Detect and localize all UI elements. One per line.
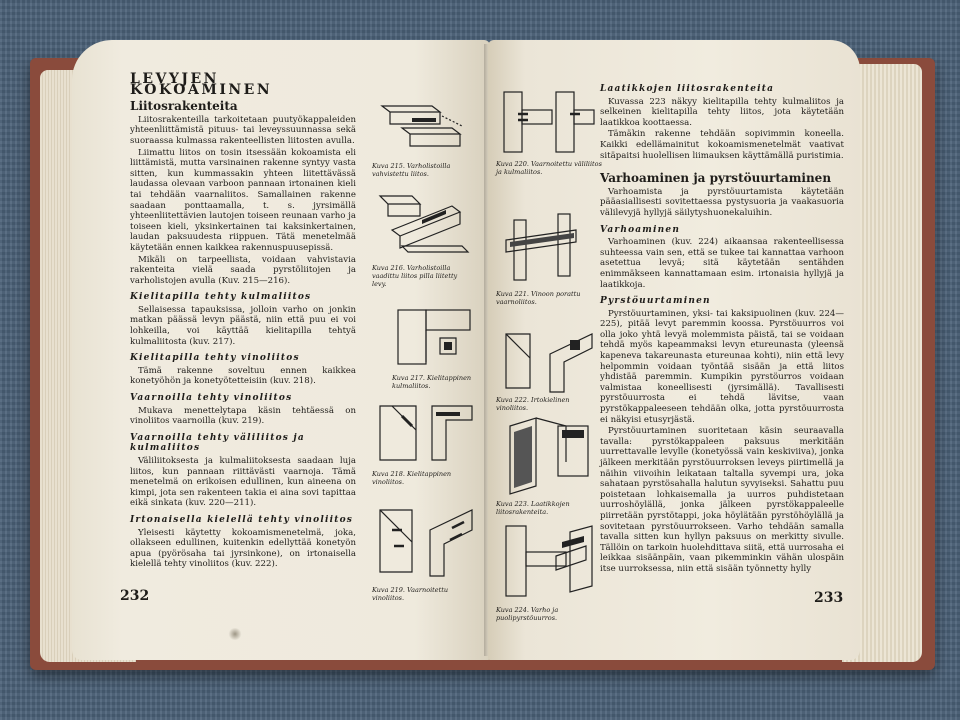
- figure-216: [372, 186, 472, 288]
- figure-224: [496, 516, 602, 622]
- figure-caption: Kuva 218. Kielitappinen vinoliitos.: [372, 470, 452, 486]
- subsection-heading: Vaarnoilla tehty vinoliitos: [130, 393, 293, 404]
- figure-215: [372, 98, 472, 178]
- subsection-heading: Vaarnoilla tehty väliliitos ja kulmaliitos: [130, 432, 305, 454]
- figure-222: [496, 324, 602, 412]
- left-page: [72, 40, 490, 660]
- right-page: [488, 40, 860, 660]
- joint-illustration: [372, 186, 472, 264]
- page-number: 232: [120, 588, 150, 604]
- subsection-heading: Irtonaisella kielellä tehty vinoliitos: [130, 514, 354, 525]
- figure-223: [496, 412, 602, 516]
- figure-caption: Kuva 217. Kielitappinen kulmaliitos.: [392, 374, 472, 390]
- joint-illustration: [496, 516, 602, 606]
- subsection-heading: Laatikkojen liitosrakenteita: [600, 84, 775, 94]
- figure-219: [372, 500, 482, 602]
- figure-caption: Kuva 219. Vaarnoitettu vinoliitos.: [372, 586, 449, 602]
- figure-218: [372, 396, 482, 486]
- joint-illustration: [496, 84, 602, 160]
- figure-caption: Kuva 222. Irtokielinen vinoliitos.: [496, 396, 570, 412]
- joint-illustration: [372, 500, 482, 586]
- chapter-heading: LEVYJEN KOKOAMINEN: [130, 71, 273, 98]
- joint-illustration: [496, 324, 602, 396]
- left-text-column: [130, 71, 356, 571]
- page-number: 233: [814, 590, 844, 606]
- figure-caption: Kuva 215. Varholistoilla vahvistettu liitos.: [372, 162, 451, 178]
- joint-illustration: [496, 200, 602, 290]
- joint-illustration: [372, 396, 482, 470]
- figure-caption: Kuva 216. Varholistoilla vaadittu liitos pilla liitetty levy.: [372, 264, 458, 288]
- figure-221: [496, 200, 602, 306]
- paragraph: Tämä rakenne soveltuu ennen kaikkea konetyöhön ja konetyötetteisiin (kuv. 218).: [130, 365, 356, 387]
- subsection-heading: Kielitapilla tehty vinoliitos: [130, 353, 300, 364]
- paragraph: Mukava menettelytapa käsin tehtäessä on vinoliitos vaarnoilla (kuv. 219).: [130, 405, 356, 427]
- figure-caption: Kuva 221. Vinoon porattu vaarnoliitos.: [496, 290, 581, 306]
- figure-217: [392, 302, 478, 390]
- paragraph: Liimattu liitos on tosin itsessään kokoamista eli liittämistä, mutta varsinainen rakenne syntyy vasta sitten, kun kummassakin yhteen liitettävässä laudassa olevaan varboon pannaan irtonainen kieli tai tehdään vaarnaliitos. Samallainen rakenne saadaan ponttaamalla, t. s. jyrsimällä yhteenliitettävien lautojen toiseen reunaan varho ja toiseen kieli, yksinkertainen tai kaksinkertainen, laudan paksuudesta riippuen. Tätä menetelmää käytetään ennen kaikkea rakennuspuusepissä.: [130, 147, 356, 253]
- subsection-heading: Varhoaminen: [600, 224, 681, 235]
- figure-caption: Kuva 223. Laatikkojen liitosrakenteita.: [496, 500, 570, 516]
- paragraph: Kuvassa 223 näkyy kielitapilla tehty kulmaliitos ja selkeinen kielitapilla tehty liitos, jota käytetään laatikkoa koottaessa.: [600, 96, 844, 128]
- paragraph: Tämäkin rakenne tehdään sopivimmin koneella. Kaikki edellämainitut kokoamismenetelmät vaativat sitäpaitsi huolellisen liimauksen käyttämällä puristimia.: [600, 129, 844, 161]
- paragraph: Liitosrakenteilla tarkoitetaan puutyökappaleiden yhteenliittämistä pituus- tai leveyssuunnassa sekä suoraassa kulmassa rakenteellisten liitosten avulla.: [130, 114, 356, 146]
- joint-illustration: [392, 302, 478, 374]
- paper-stain: [228, 628, 242, 640]
- paragraph: Sellaisessa tapauksissa, jolloin varho on jonkin matkan päässä levyn päästä, niin että puu ei voi lohkeilla, voi käyttää kielitapilla tehtyä kulmaliitosta (kuv. 217).: [130, 304, 356, 347]
- joint-illustration: [496, 412, 602, 500]
- subsection-heading: Pyrstöuurtaminen: [600, 296, 711, 307]
- section-heading: Varhoaminen ja pyrstöuurtaminen: [600, 171, 832, 186]
- paragraph: Pyrstöuurtaminen, yksi- tai kaksipuolinen (kuv. 224—225), pitää levyt paremmin koossa. Pyrstöuurros voi olla joko yhtä levyä molemmista päistä, tai se voidaan tehdä myös kapeammaksi levyn etureunasta (yleensä kapeneva takareunasta etureunaa kohti), niin että levy helpommin voidaan työntää sisään ja että liitos yhdistää paremmin. Kumpikin pyrstöurros voidaan valmistaa koneellisesti (jyrsimällä). Tavallisesti pyrstöuurrosta ei tehdä lävitse, vaan pyrstökappaleeseen tehdään olka, jotta pyrstöuurrosta ei näkyisi etusyrjästä.: [600, 308, 844, 425]
- joint-illustration: [372, 98, 472, 162]
- paragraph: Varhoamista ja pyrstöuurtamista käytetään pääasiallisesti sovitettaessa pystysuoria ja vaakasuoria välilevyjä hyllyjä säilytyshuonekaluihin.: [600, 186, 844, 218]
- figure-caption: Kuva 220. Vaarnoitettu väliliitos ja kulmaliitos.: [496, 160, 602, 176]
- subsection-heading: Kielitapilla tehty kulmaliitos: [130, 292, 312, 303]
- figure-caption: Kuva 224. Varho ja puolipyrstöuurros.: [496, 606, 559, 622]
- paragraph: Varhoaminen (kuv. 224) aikaansaa rakenteellisessa suhteessa vain sen, että se tukee tai kannattaa varhoon asetettua levyä; sitä käytetään sentähden enimmäkseen kannattamaan esim. irtonaisia hyllyjä ja laatikkoja.: [600, 237, 844, 290]
- right-text-column: [600, 84, 844, 576]
- paragraph: Yleisesti käytetty kokoamismenetelmä, joka, ollakseen edullinen, kuitenkin edellyttää konetyön apua (pyörösaha tai jyrsinkone), on irtonaisella kielellä tehty vinoliitos (kuv. 222).: [130, 527, 356, 570]
- paragraph: Mikäli on tarpeellista, voidaan vahvistavia rakenteita vielä saada pyrstöliitojen ja varholistojen avulla (Kuv. 215—216).: [130, 254, 356, 286]
- paragraph: Väliliitoksesta ja kulmaliitoksesta saadaan luja liitos, kun pannaan riittävästi vaarnoja. Tämä menetelmä on erikoisen edullinen, kun aineena on kimpi, jota sen rakenteen takia ei aina sovi tapittaa eikä sinkata (kuv. 220—211).: [130, 456, 356, 509]
- section-heading: Liitosrakenteita: [130, 99, 238, 114]
- paragraph: Pyrstöuurtaminen suoritetaan käsin seuraavalla tavalla: pyrstökappaleen paksuus merkitään uurrettavalle levylle (konetyössä vain keskiviiva), jonka jälkeen merkitään pyrstöuurroksen leveys piirtimellä ja näihin viivoihin leikataan taltalla syvempi ura, joka sahataan pyrstösahalla halutun syvyiseksi. Sahattu puu poistetaan lohkaisemalla ja uurros puhdistetaan uurroshöylällä, jonka jälkeen pyrstökappaleelle piirretään pyrstötappi, joka höylätään pyrstöhöylällä ja sovitetaan pyrstöuurrokseen. Varho tehdään samalla tavalla sitten kun hyllyn paksuus on merkitty sivulle. Tällöin on tarkoin huolehdittava siitä, että uurrosaha ei leikkaa sisäänpäin, vaan pikemminkin vähän ulospäin itse uurroksessa, niin että sisään työnnetty hylly: [600, 426, 844, 574]
- figure-220: [496, 84, 602, 176]
